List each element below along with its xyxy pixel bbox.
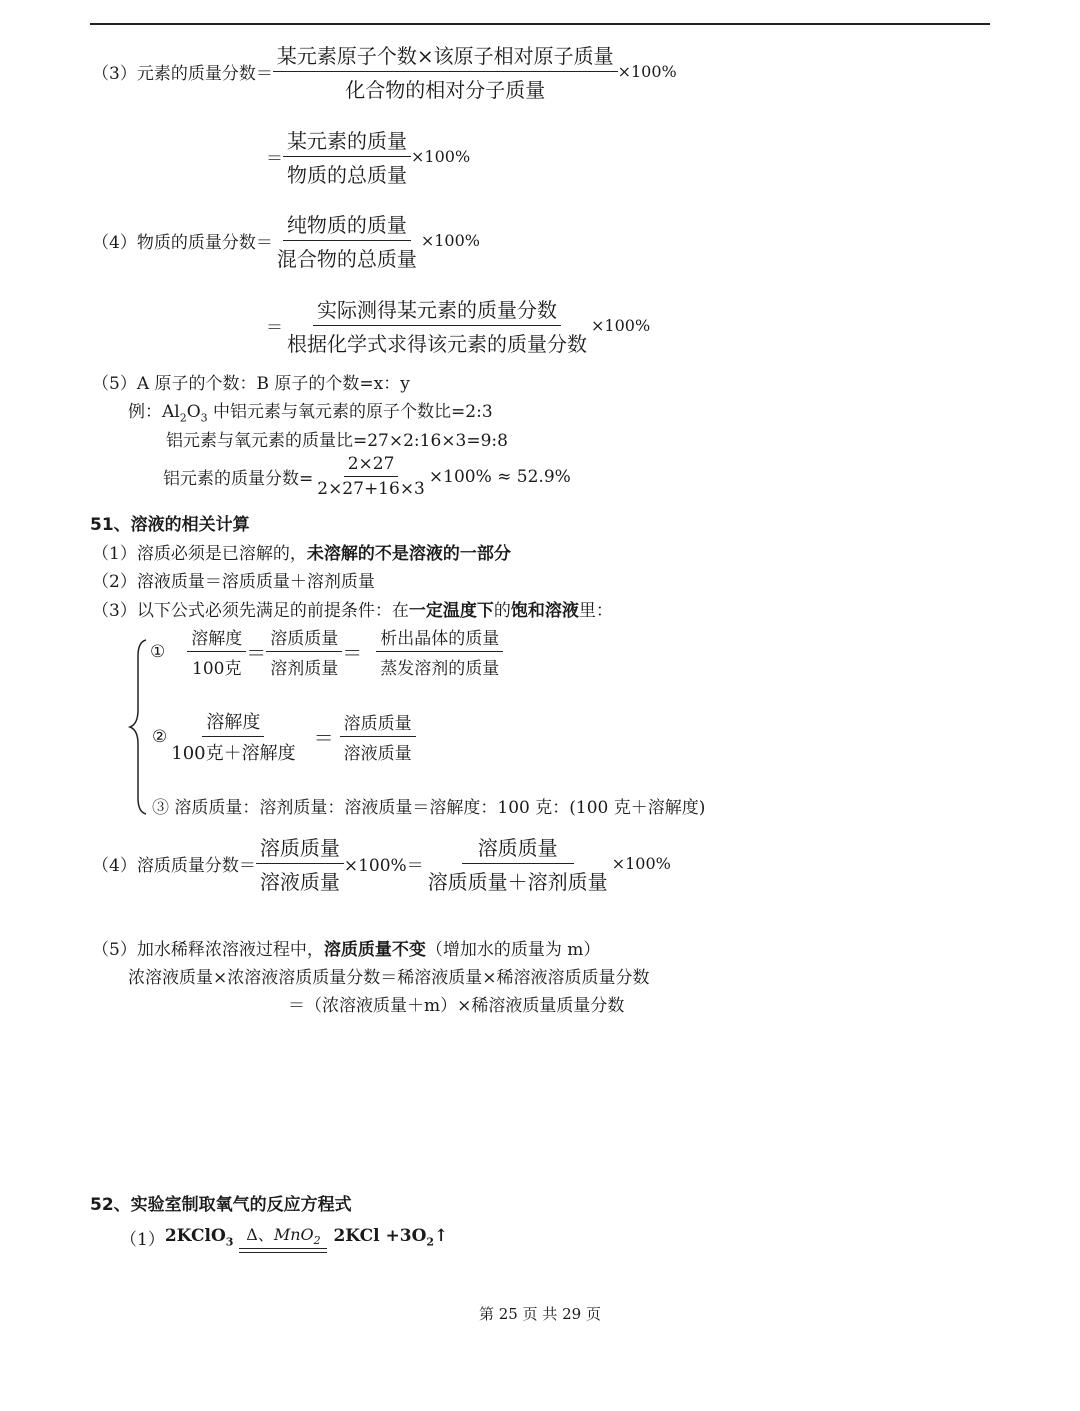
s51-case-3: ③ 溶质质量：溶剂质量：溶液质量＝溶解度：100 克：(100 克＋溶解度) xyxy=(152,798,706,818)
s51-l4-f1-denominator: 溶液质量 xyxy=(259,870,340,894)
s51-c1-f3-numerator: 析出晶体的质量 xyxy=(376,624,503,652)
s4-f1-denominator: 混合物的总质量 xyxy=(276,247,417,271)
s51-l5-a: （5）加水稀释浓溶液过程中， xyxy=(92,940,324,960)
s5-ex-o: O xyxy=(186,402,201,422)
s4-eq: ＝ xyxy=(266,318,283,338)
s52-product-sub: 2 xyxy=(426,1235,435,1249)
s5-line-4 xyxy=(163,454,571,499)
s52-double-line xyxy=(239,1248,327,1253)
s51-c2-f2-denominator: 溶液质量 xyxy=(343,744,412,764)
s3-f2-numerator: 某元素的质量 xyxy=(283,125,411,157)
s51-l4-label: （4）溶质质量分数＝ xyxy=(92,856,256,876)
top-rule xyxy=(90,23,990,25)
s51-case-2 xyxy=(152,708,416,765)
s51-c1-eq-2: ＝ xyxy=(342,641,363,665)
s52-condition-text xyxy=(244,1222,322,1248)
s52-equation xyxy=(120,1222,448,1253)
s51-line-4 xyxy=(92,832,671,895)
s51-line-5 xyxy=(92,935,600,960)
s51-c2-f1-denominator: 100克＋溶解度 xyxy=(171,743,296,764)
s4-times-1: ×100% xyxy=(420,231,480,250)
s51-l3-a: （3）以下公式必须先满足的前提条件：在 xyxy=(92,601,409,621)
s4-times-2: ×100% xyxy=(591,316,651,335)
up-arrow-icon: ↑ xyxy=(434,1226,449,1247)
s51-line-3 xyxy=(92,596,613,621)
s51-c2-f1-numerator: 溶解度 xyxy=(202,708,264,737)
s52-reactant xyxy=(165,1226,234,1248)
s5-line4-tail: ×100% ≈ 52.9% xyxy=(428,466,571,487)
s4-f2-numerator: 实际测得某元素的质量分数 xyxy=(313,294,561,326)
s51-l3-b: 一定温度下 xyxy=(408,601,494,621)
s51-line-1 xyxy=(92,539,511,564)
s4-f1-numerator: 纯物质的质量 xyxy=(283,209,411,241)
s52-condition-sub: 2 xyxy=(313,1234,321,1248)
s51-l4-f1-numerator: 溶质质量 xyxy=(256,832,344,864)
s5-ex-rest: 中铝元素与氧元素的原子个数比=2:3 xyxy=(207,402,493,422)
s51-l4-tail: ×100% xyxy=(611,854,671,873)
s51-c2-f2-numerator: 溶质质量 xyxy=(340,709,416,737)
s4-formula-2 xyxy=(266,294,650,357)
s51-c1-f1-numerator: 溶解度 xyxy=(187,624,246,652)
s51-c1-f2-denominator: 溶剂质量 xyxy=(270,659,339,679)
s51-l1-a: （1）溶质必须是已溶解的， xyxy=(92,544,307,564)
section-52-title: 52、实验室制取氧气的反应方程式 xyxy=(90,1195,352,1215)
s51-c2-marker: ② xyxy=(152,726,168,747)
s51-line-5-eq2: ＝（浓溶液质量＋m）×稀溶液质量质量分数 xyxy=(288,996,625,1016)
s51-l3-d: 饱和溶液 xyxy=(510,601,579,621)
s51-c1-fraction-2 xyxy=(266,624,342,679)
s51-c2-fraction-2 xyxy=(340,709,416,764)
s51-line-2: （2）溶液质量＝溶质质量＋溶剂质量 xyxy=(92,572,375,592)
s51-l5-c: （增加水的质量为 m） xyxy=(425,940,601,960)
s51-l4-f2-denominator: 溶质质量＋溶剂质量 xyxy=(427,870,608,894)
s51-l4-fraction-1 xyxy=(256,832,344,895)
s51-l5-b: 溶质质量不变 xyxy=(323,940,426,960)
s51-c1-fraction-3 xyxy=(376,624,503,679)
section-51-title: 51、溶液的相关计算 xyxy=(90,515,250,535)
s5-ex-sub1: 2 xyxy=(179,411,187,425)
s52-product-text: 2KCl +3O xyxy=(333,1226,427,1247)
page-footer: 第 25 页 共 29 页 xyxy=(478,1305,601,1323)
s52-condition-heat: Δ、 xyxy=(246,1225,274,1244)
s51-l3-c: 的 xyxy=(493,601,511,621)
s51-l4-fraction-2 xyxy=(424,832,612,895)
s3-eq: ＝ xyxy=(266,149,283,169)
s5-line-3: 铝元素与氧元素的质量比=27×2:16×3=9:8 xyxy=(166,431,508,451)
s3-times-1: ×100% xyxy=(617,62,677,81)
s51-c1-marker: ① xyxy=(150,641,166,662)
s3-fraction-1 xyxy=(273,40,618,103)
s4-formula-1 xyxy=(92,209,480,272)
s51-l4-mid: ×100%＝ xyxy=(343,856,424,876)
s5-fraction xyxy=(313,454,429,499)
s51-c1-f3-denominator: 蒸发溶剂的质量 xyxy=(380,659,500,679)
s3-f1-numerator: 某元素原子个数×该原子相对原子质量 xyxy=(273,40,618,72)
s5-ex-sub2: 3 xyxy=(200,411,208,425)
s4-fraction-2 xyxy=(283,294,591,357)
s52-reactant-text: 2KClO xyxy=(164,1226,226,1247)
s3-times-2: ×100% xyxy=(411,147,471,166)
s4-label: （4）物质的质量分数＝ xyxy=(92,233,273,253)
s51-c2-eq: ＝ xyxy=(313,726,334,750)
curly-brace-icon xyxy=(126,638,152,816)
s51-c1-fraction-1 xyxy=(187,624,246,679)
s3-formula-1 xyxy=(92,40,677,103)
s3-fraction-2 xyxy=(283,125,411,188)
s52-prefix: （1） xyxy=(120,1230,165,1251)
s52-condition-catalyst: MnO xyxy=(273,1225,314,1244)
s3-f1-denominator: 化合物的相对分子质量 xyxy=(345,78,546,102)
s51-case-1 xyxy=(150,624,503,679)
s51-c1-eq-1: ＝ xyxy=(246,641,267,665)
s3-label: （3）元素的质量分数＝ xyxy=(92,64,273,84)
s3-f2-denominator: 物质的总质量 xyxy=(287,163,407,187)
s5-example-line xyxy=(128,397,493,424)
s51-c1-f2-numerator: 溶质质量 xyxy=(266,624,342,652)
s5-line-1: （5）A 原子的个数：B 原子的个数=x：y xyxy=(92,374,410,394)
s51-c1-f1-denominator: 100克 xyxy=(192,659,242,679)
s51-l3-e: 里： xyxy=(578,601,613,621)
s5-fraction-numerator: 2×27 xyxy=(344,454,399,477)
s5-ex-prefix: 例：Al xyxy=(128,402,180,422)
s5-fraction-denominator: 2×27+16×3 xyxy=(317,479,425,499)
s51-l4-f2-numerator: 溶质质量 xyxy=(462,832,574,864)
s51-l1-b: 未溶解的不是溶液的一部分 xyxy=(306,544,511,564)
s4-f2-denominator: 根据化学式求得该元素的质量分数 xyxy=(287,332,587,356)
s51-c2-fraction-1 xyxy=(167,708,299,765)
s52-reaction-condition xyxy=(239,1222,327,1253)
s5-line4-label: 铝元素的质量分数= xyxy=(163,469,314,489)
s52-product xyxy=(333,1226,448,1248)
s3-formula-2 xyxy=(266,125,470,188)
s51-line-5-eq: 浓溶液质量×浓溶液溶质质量分数＝稀溶液质量×稀溶液溶质质量分数 xyxy=(128,968,650,988)
s52-reactant-sub: 3 xyxy=(225,1235,234,1249)
s4-fraction-1 xyxy=(273,209,421,272)
